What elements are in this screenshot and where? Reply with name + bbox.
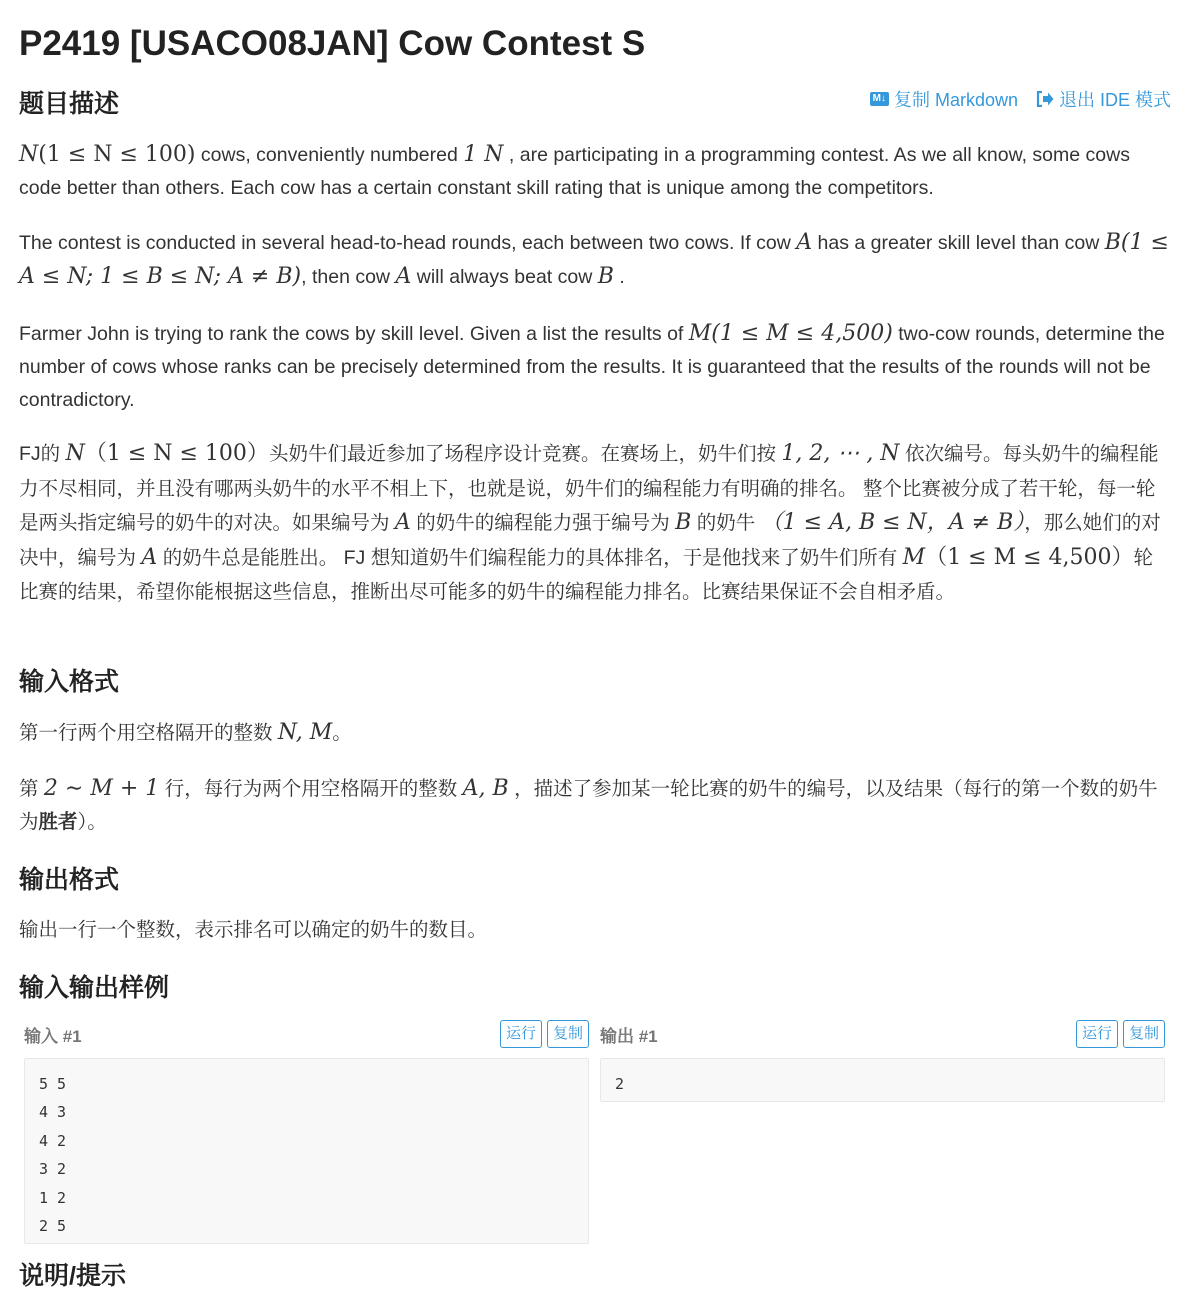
math-nm: N, M bbox=[277, 720, 333, 745]
exit-icon bbox=[1036, 91, 1054, 107]
text: 轮比赛的结果，希望你能根据这些信息，推断出尽可能多的奶牛的编程能力排名。比赛结果保证不会自相矛盾。 bbox=[19, 546, 1154, 603]
math-a: A bbox=[395, 264, 412, 289]
winner-bold: 胜者 bbox=[38, 811, 78, 833]
description-paragraph-2 bbox=[19, 226, 1171, 294]
sample-input-label: 输入 #1 bbox=[24, 1026, 82, 1046]
text: has a greater skill level than cow bbox=[812, 232, 1105, 254]
sample-input-header bbox=[24, 1020, 589, 1048]
math-a: A bbox=[394, 510, 411, 535]
section-hint-heading: 说明/提示 bbox=[19, 1262, 126, 1290]
section-output-format-heading: 输出格式 bbox=[19, 866, 120, 894]
math-m-range: M(1 ≤ M ≤ 4,500) bbox=[688, 321, 893, 346]
math-n: N bbox=[65, 441, 85, 466]
sample-input-code: 5 5 4 3 4 2 3 2 1 2 2 5 bbox=[24, 1058, 589, 1244]
text: FJ的 bbox=[19, 443, 66, 465]
math-b-condition: B(1 ≤ A ≤ N; 1 ≤ B ≤ N; A ≠ B) bbox=[19, 230, 1169, 289]
section-samples-heading: 输入输出样例 bbox=[19, 974, 170, 1002]
section-description-heading: 题目描述 bbox=[19, 90, 120, 118]
text: . bbox=[613, 266, 625, 288]
description-paragraph-3 bbox=[19, 317, 1171, 417]
math-condition: （1 ≤ A, B ≤ N，A ≠ B） bbox=[760, 510, 1025, 535]
text: Farmer John is trying to rank the cows by skill level. Given a list the results of bbox=[19, 323, 689, 345]
copy-markdown-button[interactable] bbox=[870, 86, 1018, 112]
run-button[interactable]: 运行 bbox=[500, 1020, 542, 1048]
text: The contest is conducted in several head-to-head rounds, each between two cows. If cow bbox=[19, 232, 797, 254]
text: ，那么她们的对决中，编号为 bbox=[19, 512, 1161, 569]
sample-output-header bbox=[600, 1020, 1165, 1048]
input-format-line-1 bbox=[19, 716, 1171, 750]
sample-output-code: 2 bbox=[600, 1058, 1165, 1102]
exit-ide-button[interactable] bbox=[1036, 86, 1171, 112]
text: will always beat cow bbox=[411, 266, 598, 288]
math-m: M bbox=[902, 544, 926, 570]
math-n-range: （1 ≤ N ≤ 100） bbox=[84, 441, 269, 466]
math-n-range: (1 ≤ N ≤ 100) bbox=[38, 142, 196, 167]
text: , then cow bbox=[301, 266, 396, 288]
text: 行，每行为两个用空格隔开的整数 bbox=[159, 778, 463, 800]
toolbar bbox=[870, 86, 1171, 112]
text: two-cow rounds, determine the number of cows whose ranks can be precisely determined from the results. It is guaranteed that the results of the rounds will not be contradictory. bbox=[19, 323, 1165, 411]
text: 头奶牛们最近参加了场程序设计竞赛。在赛场上，奶牛们按 bbox=[268, 443, 782, 465]
description-paragraph-zh bbox=[19, 437, 1171, 610]
text: 的奶牛 bbox=[691, 512, 761, 534]
text: cows, conveniently numbered bbox=[195, 144, 464, 166]
run-button[interactable]: 运行 bbox=[1076, 1020, 1118, 1048]
text: , are participating in a programming contest. As we all know, some cows code better than others. Each cow has a certain constant skill rating that is unique among the competitors. bbox=[19, 144, 1130, 199]
markdown-icon: M↓ bbox=[870, 92, 889, 106]
math-a: A bbox=[141, 544, 158, 570]
math-a: A bbox=[796, 230, 813, 255]
text: 。 bbox=[332, 722, 352, 744]
text: 依次编号。每头奶牛的编程能力不尽相同，并且没有哪两头奶牛的水平不相上下，也就是说，奶牛们的编程能力有明确的排名。 整个比赛被分成了若干轮，每一轮是两头指定编号的奶牛的对决。如果编号为 bbox=[19, 443, 1159, 534]
math-b: B bbox=[675, 510, 692, 535]
exit-ide-label: 退出 IDE 模式 bbox=[1058, 90, 1171, 110]
copy-input-button[interactable]: 复制 bbox=[547, 1020, 589, 1048]
text: 第一行两个用空格隔开的整数 bbox=[19, 722, 278, 744]
page-title: P2419 [USACO08JAN] Cow Contest S bbox=[19, 24, 646, 63]
text: 的奶牛的编程能力强于编号为 bbox=[410, 512, 676, 534]
output-format-line: 输出一行一个整数，表示排名可以确定的奶牛的数目。 bbox=[19, 919, 488, 941]
math-ab: A, B bbox=[462, 776, 509, 801]
text: ）。 bbox=[77, 811, 107, 833]
math-sequence: 1, 2, ⋯ , N bbox=[781, 441, 900, 466]
copy-output-button[interactable]: 复制 bbox=[1123, 1020, 1165, 1048]
sample-input-buttons bbox=[500, 1020, 589, 1048]
description-paragraph-1 bbox=[19, 138, 1171, 205]
section-input-format-heading: 输入格式 bbox=[19, 668, 120, 696]
input-format-line-2 bbox=[19, 772, 1171, 839]
math-1n: 1 N bbox=[463, 142, 504, 167]
math-n: N bbox=[19, 142, 39, 167]
text: 的奶牛总是能胜出。 FJ 想知道奶牛们编程能力的具体排名，于是他找来了奶牛们所有 bbox=[157, 546, 903, 569]
math-range: 2 ∼ M + 1 bbox=[43, 776, 160, 801]
text: 第 bbox=[19, 778, 44, 800]
sample-output-buttons bbox=[1076, 1020, 1165, 1048]
text: ，描述了参加某一轮比赛的奶牛的编号，以及结果（每行的第一个数的奶牛为 bbox=[19, 778, 1158, 833]
math-b: B bbox=[597, 264, 614, 289]
copy-markdown-label: 复制 Markdown bbox=[893, 90, 1018, 110]
math-m-range: （1 ≤ M ≤ 4,500） bbox=[925, 544, 1134, 570]
sample-output-label: 输出 #1 bbox=[600, 1026, 658, 1046]
